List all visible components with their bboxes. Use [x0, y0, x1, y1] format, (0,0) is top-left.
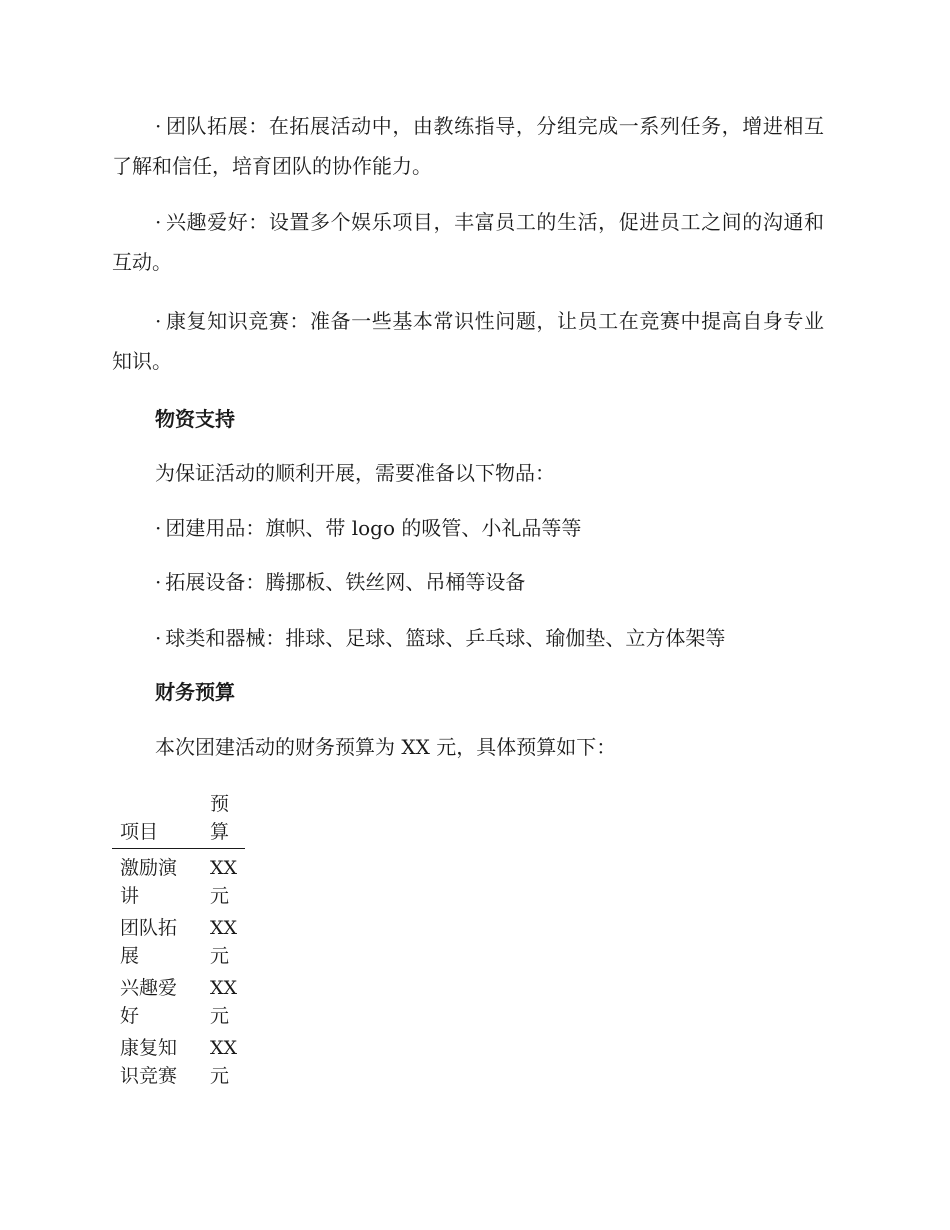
table-header-budget: 预算 [210, 793, 230, 843]
finance-intro: 本次团建活动的财务预算为 XX 元，具体预算如下： [155, 735, 617, 759]
activity-text: 兴趣爱好：设置多个娱乐项目，丰富员工的生活，促进员工之间的沟通和互动。 [112, 210, 824, 274]
section-heading-finance: 财务预算 [155, 680, 235, 704]
bullet: · [155, 114, 162, 138]
table-cell-budget: XX 元 [210, 977, 238, 1027]
supplies-intro: 为保证活动的顺利开展，需要准备以下物品： [155, 461, 555, 485]
table-cell-item: 康复知识竞赛 [120, 1037, 178, 1087]
activity-text: 团队拓展：在拓展活动中，由教练指导，分组完成一系列任务，增进相互了解和信任，培育团队的协作能力。 [112, 114, 824, 178]
table-row [112, 972, 245, 1032]
section-heading-supplies: 物资支持 [155, 407, 235, 431]
bullet: · [155, 516, 162, 540]
table-cell-item: 激励演讲 [120, 857, 178, 907]
table-cell-item: 团队拓展 [120, 917, 178, 967]
supply-item [155, 624, 725, 652]
table-cell-budget: XX 元 [210, 1037, 238, 1087]
activity-text: 康复知识竞赛：准备一些基本常识性问题，让员工在竞赛中提高自身专业知识。 [112, 309, 824, 373]
bullet: · [155, 626, 162, 650]
supply-item-text: 团建用品：旗帜、带 logo 的吸管、小礼品等等 [165, 516, 582, 540]
table-row [112, 1032, 245, 1092]
activity-paragraph-hobbies [112, 202, 824, 282]
supply-item [155, 514, 581, 542]
activity-paragraph-team-building [112, 106, 824, 186]
table-row [112, 849, 245, 913]
table-header-row [112, 788, 245, 849]
budget-table [112, 788, 245, 1092]
table-row [112, 912, 245, 972]
bullet: · [155, 309, 162, 333]
supply-item [155, 568, 525, 596]
table-cell-item: 兴趣爱好 [120, 977, 178, 1027]
table-cell-budget: XX 元 [210, 857, 238, 907]
bullet: · [155, 210, 162, 234]
bullet: · [155, 570, 162, 594]
supply-item-text: 拓展设备：腾挪板、铁丝网、吊桶等设备 [165, 570, 526, 594]
activity-paragraph-quiz [112, 301, 824, 381]
supply-item-text: 球类和器械：排球、足球、篮球、乒乓球、瑜伽垫、立方体架等 [165, 626, 726, 650]
table-header-item: 项目 [120, 821, 159, 843]
table-cell-budget: XX 元 [210, 917, 238, 967]
